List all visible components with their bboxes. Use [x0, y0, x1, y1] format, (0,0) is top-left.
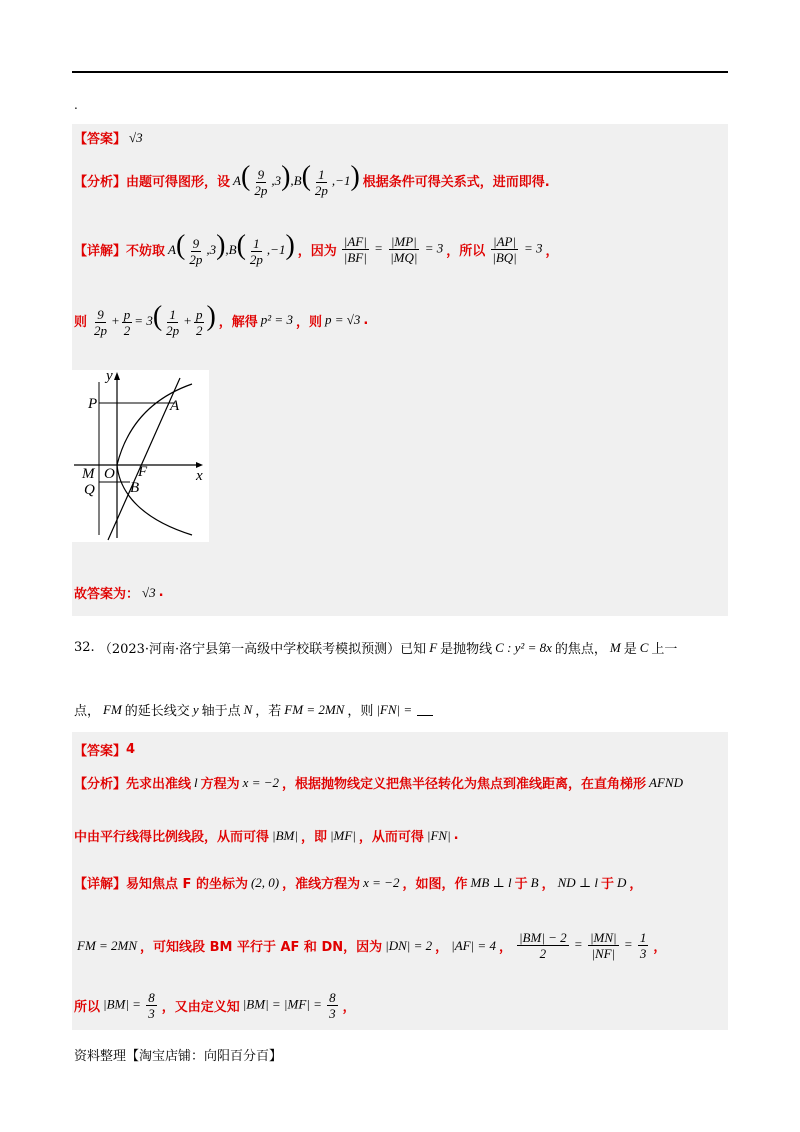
q32-answer-line: 【答案】 4	[74, 742, 136, 759]
answer-blank	[417, 703, 433, 716]
detail-line: 【详解】 不妨取 A( $\frac{9}{2p}$ ,3),B( $\frac{1}{2p}$ ,−1) ，因为 $\frac{|AF|}{|BF|}$ = $\frac{|MP|}{|MQ|}$ = 3 ，所以 $\frac{|AP|}{|BQ|}$ = 3 ，	[74, 230, 559, 267]
point-f-label: F	[138, 464, 148, 480]
bm-mf-formula: |BM| = |MF| = $\frac{8}{3}$	[242, 990, 336, 1021]
analysis-points-formula: A( $\frac{9}{2p}$ ,3),B( $\frac{1}{2p}$ ,−1)	[233, 161, 360, 198]
ratio-formula-3: $\frac{|BM| - 2}{2}$ = $\frac{|MN|}{|NF|}$ = $\frac{1}{3}$	[518, 930, 647, 961]
main-equation: $\frac{9}{2p}$ + $\frac{p}{2}$ = 3( $\frac{1}{2p}$ + $\frac{p}{2}$ )	[94, 301, 216, 338]
q32-detail-line-3: 所以 |BM| = $\frac{8}{3}$ ，又由定义知 |BM| = |MF| = $\frac{8}{3}$ ，	[74, 990, 356, 1021]
y-axis-label: y	[106, 370, 113, 384]
question-32-line-2: 点， FM 的延长线交 y 轴于点 N ，若 FM = 2MN ，则 |FN| =	[74, 700, 433, 719]
point-a-label: A	[170, 398, 180, 414]
header-rule	[72, 71, 728, 73]
point-o-label: O	[104, 466, 115, 482]
point-q-label: Q	[84, 482, 95, 498]
point-p-label: P	[88, 396, 98, 412]
point-m-label: M	[82, 466, 95, 482]
stray-dot: .	[74, 98, 78, 112]
point-b-label: B	[130, 480, 140, 496]
footer-credit: 资料整理【淘宝店铺：向阳百分百】	[74, 1049, 283, 1064]
q32-detail-line-2: FM = 2MN ，可知线段 BM 平行于 AF 和 DN，因为 |DN| = 2 ， |AF| = 4 ， $\frac{|BM| - 2}{2}$ = $\frac{|MN|}{|NF|}$ = $\frac{1}{3}$ ，	[77, 930, 667, 961]
x-axis-label: x	[196, 468, 203, 484]
q32-analysis-line-2: 中由平行线得比例线段，从而可得 |BM| ，即 |MF| ，从而可得 |FN| .	[74, 827, 459, 845]
final-answer-line: 故答案为： √3 .	[74, 584, 164, 602]
parabola-figure	[72, 370, 209, 542]
bm-value-formula: |BM| = $\frac{8}{3}$	[103, 990, 155, 1021]
analysis-line: 【分析】 由题可得图形，设 A( $\frac{9}{2p}$ ,3),B( $\frac{1}{2p}$ ,−1) 根据条件可得关系式，进而即得.	[74, 161, 550, 198]
ratio-formula-2: $\frac{|AP|}{|BQ|}$ = 3	[492, 233, 543, 265]
q32-analysis-line-1: 【分析】 先求出准线 l 方程为 x = −2 ，根据抛物线定义把焦半径转化为焦点到准线距离，在直角梯形 AFND	[74, 774, 683, 792]
question-32-line-1: 32. （2023·河南·洛宁县第一高级中学校联考模拟预测）已知 F 是抛物线 C : y² = 8x 的焦点， M 是 C 上一	[74, 639, 678, 657]
answer-line: 【答案】 √3	[74, 129, 143, 147]
detail-points-formula: A( $\frac{9}{2p}$ ,3),B( $\frac{1}{2p}$ ,−1)	[168, 230, 295, 267]
ratio-formula-1: $\frac{|AF|}{|BF|}$ = $\frac{|MP|}{|MQ|}$ = 3	[343, 233, 444, 265]
q32-detail-line-1: 【详解】 易知焦点 F 的坐标为 (2, 0) ，准线方程为 x = −2 ，如图，作 MB ⊥ l 于 B ， ND ⊥ l 于 D ，	[74, 874, 643, 892]
equation-line: 则 $\frac{9}{2p}$ + $\frac{p}{2}$ = 3( $\frac{1}{2p}$ + $\frac{p}{2}$ ) ，解得 p² = 3 ，则 p = √3 .	[74, 301, 369, 338]
